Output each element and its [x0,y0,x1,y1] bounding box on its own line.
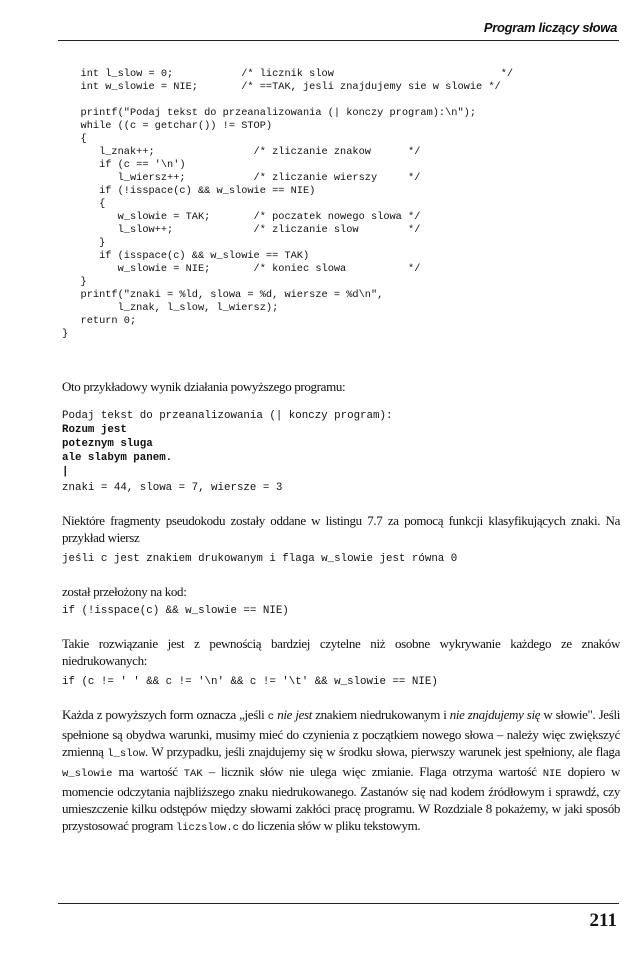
inline-code: liczslow.c [175,822,239,834]
example-input-line: ale slabym panem. [62,452,173,464]
code-line: w_slowie = TAK; /* poczatek nowego slowa */ [62,211,421,223]
inline-code: TAK [183,768,203,780]
example-input-line: poteznym sluga [62,438,153,450]
text-run: znakiem niedrukowanym i [311,707,450,722]
example-input-line: Rozum jest [62,424,127,436]
code-line: printf("Podaj tekst do przeanalizowania (| konczy program):\n"); [62,107,477,119]
code-line: l_znak, l_slow, l_wiersz); [62,302,279,314]
text-run: – licznik słów nie ulega więc zmianie. Flaga otrzyma wartość [202,764,543,779]
code-line: while ((c = getchar()) != STOP) [62,120,273,132]
code-line: l_znak++; /* zliczanie znakow */ [62,146,421,158]
code-line: } [62,276,87,288]
paragraph-4 [62,706,620,837]
inline-code: c [267,711,274,723]
code-line: int l_slow = 0; /* licznik slow */ [62,68,514,80]
code-line: if (c == '\n') [62,159,186,171]
paragraph-3: Takie rozwiązanie jest z pewnością bardziej czytelne niż osobne wykrywanie każdego ze znaków niedrukowanych: [62,636,620,668]
code-snippet: if (c != ' ' && c != '\n' && c != '\t' && w_slowie == NIE) [62,676,438,688]
code-line: if (!isspace(c) && w_slowie == NIE) [62,185,316,197]
example-prompt: Podaj tekst do przeanalizowania (| konczy program): [62,410,393,422]
text-run: . W przypadku, jeśli znajdujemy się w środku słowa, pierwszy warunek jest spełniony, ale flaga [145,744,620,759]
example-input-line: | [62,466,69,478]
code-line: } [62,328,69,340]
text-run: do liczenia słów w pliku tekstowym. [238,818,421,833]
header-rule [58,40,619,41]
code-line: int w_slowie = NIE; /* ==TAK, jesli znajdujemy sie w slowie */ [62,81,501,93]
code-line: return 0; [62,315,137,327]
code-snippet: if (!isspace(c) && w_slowie == NIE) [62,605,289,617]
code-line: w_slowie = NIE; /* koniec slowa */ [62,263,421,275]
emphasis: nie znajdujemy się [449,707,541,722]
paragraph-2: został przełożony na kod: [62,584,187,599]
example-intro: Oto przykładowy wynik działania powyższego programu: [62,379,346,394]
text-run: w słowie". Jeśli spełnione są obydwa warunki, musimy mieć do czynienia z początkiem nowego słowa – należy więc zwiększyć zmienną [62,707,620,759]
code-line: printf("znaki = %ld, slowa = %d, wiersze = %d\n", [62,289,384,301]
example-result: znaki = 44, slowa = 7, wiersze = 3 [62,482,283,494]
code-line: { [62,133,87,145]
inline-code: w_slowie [62,768,113,780]
pseudocode-line: jeśli c jest znakiem drukowanym i flaga w_slowie jest równa 0 [62,553,458,565]
code-listing [62,68,513,341]
paragraph-1: Niektóre fragmenty pseudokodu zostały oddane w listingu 7.7 za pomocą funkcji klasyfikujących znaki. Na przykład wiersz [62,513,620,545]
code-line: l_wiersz++; /* zliczanie wierszy */ [62,172,421,184]
code-line: l_slow++; /* zliczanie slow */ [62,224,421,236]
footer-rule [58,903,619,904]
code-line: if (isspace(c) && w_slowie == TAK) [62,250,310,262]
text-run: Każda z powyższych form oznacza „jeśli [62,707,268,722]
text-run: dopiero w momencie odczytania najbliższego znaku niedrukowanego. Zastanów się nad kodem źródłowym i sprawdź, czy umieszczenie kilku odstępów między słowami zakłóci pracę programu. W Rozdziale 8 pokażemy, w jaki sposób przystosować program [62,764,620,833]
emphasis: nie jest [274,707,312,722]
code-line: } [62,237,106,249]
inline-code: l_slow [107,748,146,760]
text-run: ma wartość [112,764,184,779]
code-line: { [62,198,106,210]
running-title: Program liczący słowa [483,20,617,35]
inline-code: NIE [542,768,562,780]
page-number: 211 [589,910,617,931]
